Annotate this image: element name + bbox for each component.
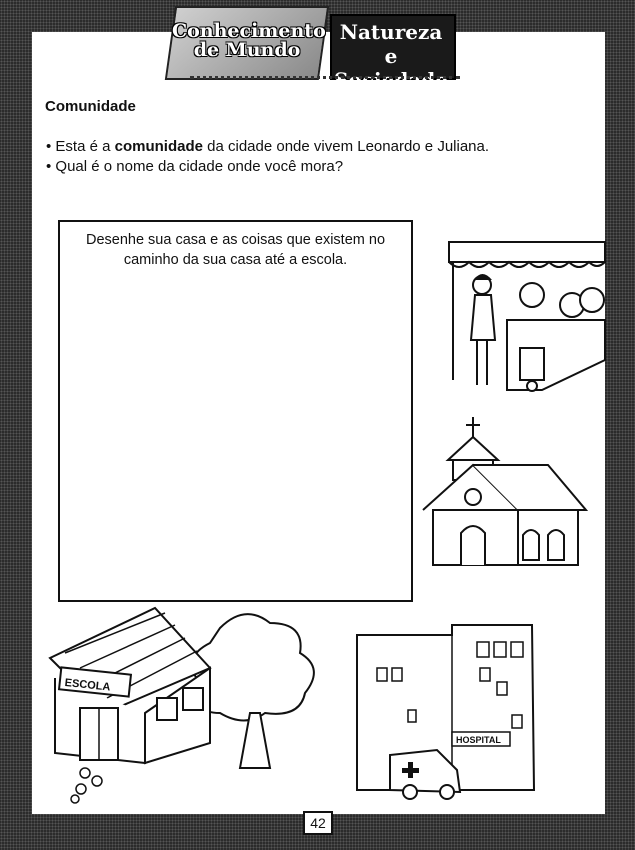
market-stall-illustration [447,240,607,400]
bullet-text: Esta é a [55,138,115,155]
hospital-illustration [352,620,537,805]
school-sign-text: ESCOLA [64,676,111,694]
page-number: 42 [303,811,333,835]
badge-right-line2: Sociedade [334,68,448,92]
school-illustration [45,603,335,808]
bullet-bold-text: comunidade [114,138,203,155]
drawing-area[interactable] [58,220,413,602]
bullet-text: Qual é o nome da cidade onde você mora? [55,158,344,175]
badge-left-line1: Conhecimento [172,20,326,42]
badge-left-line2: de Mundo [193,39,301,61]
section-title: Comunidade [45,98,136,115]
conhecimento-badge-label [172,20,326,61]
church-illustration [418,415,588,570]
header-dotted-line [190,76,460,83]
drawing-prompt: Desenhe sua casa e as coisas que existem no caminho da sua casa até a escola. [85,232,386,268]
bullet-item: • Qual é o nome da cidade onde você mora? [46,158,344,175]
bullet-item: • Esta é a comunidade da cidade onde vivem Leonardo e Juliana. [46,138,490,155]
bullet-list [46,137,489,177]
badge-right-line1: Natureza e [339,20,443,68]
hospital-sign-text: HOSPITAL [456,735,501,745]
bullet-text: da cidade onde vivem Leonardo e Juliana. [202,138,490,155]
